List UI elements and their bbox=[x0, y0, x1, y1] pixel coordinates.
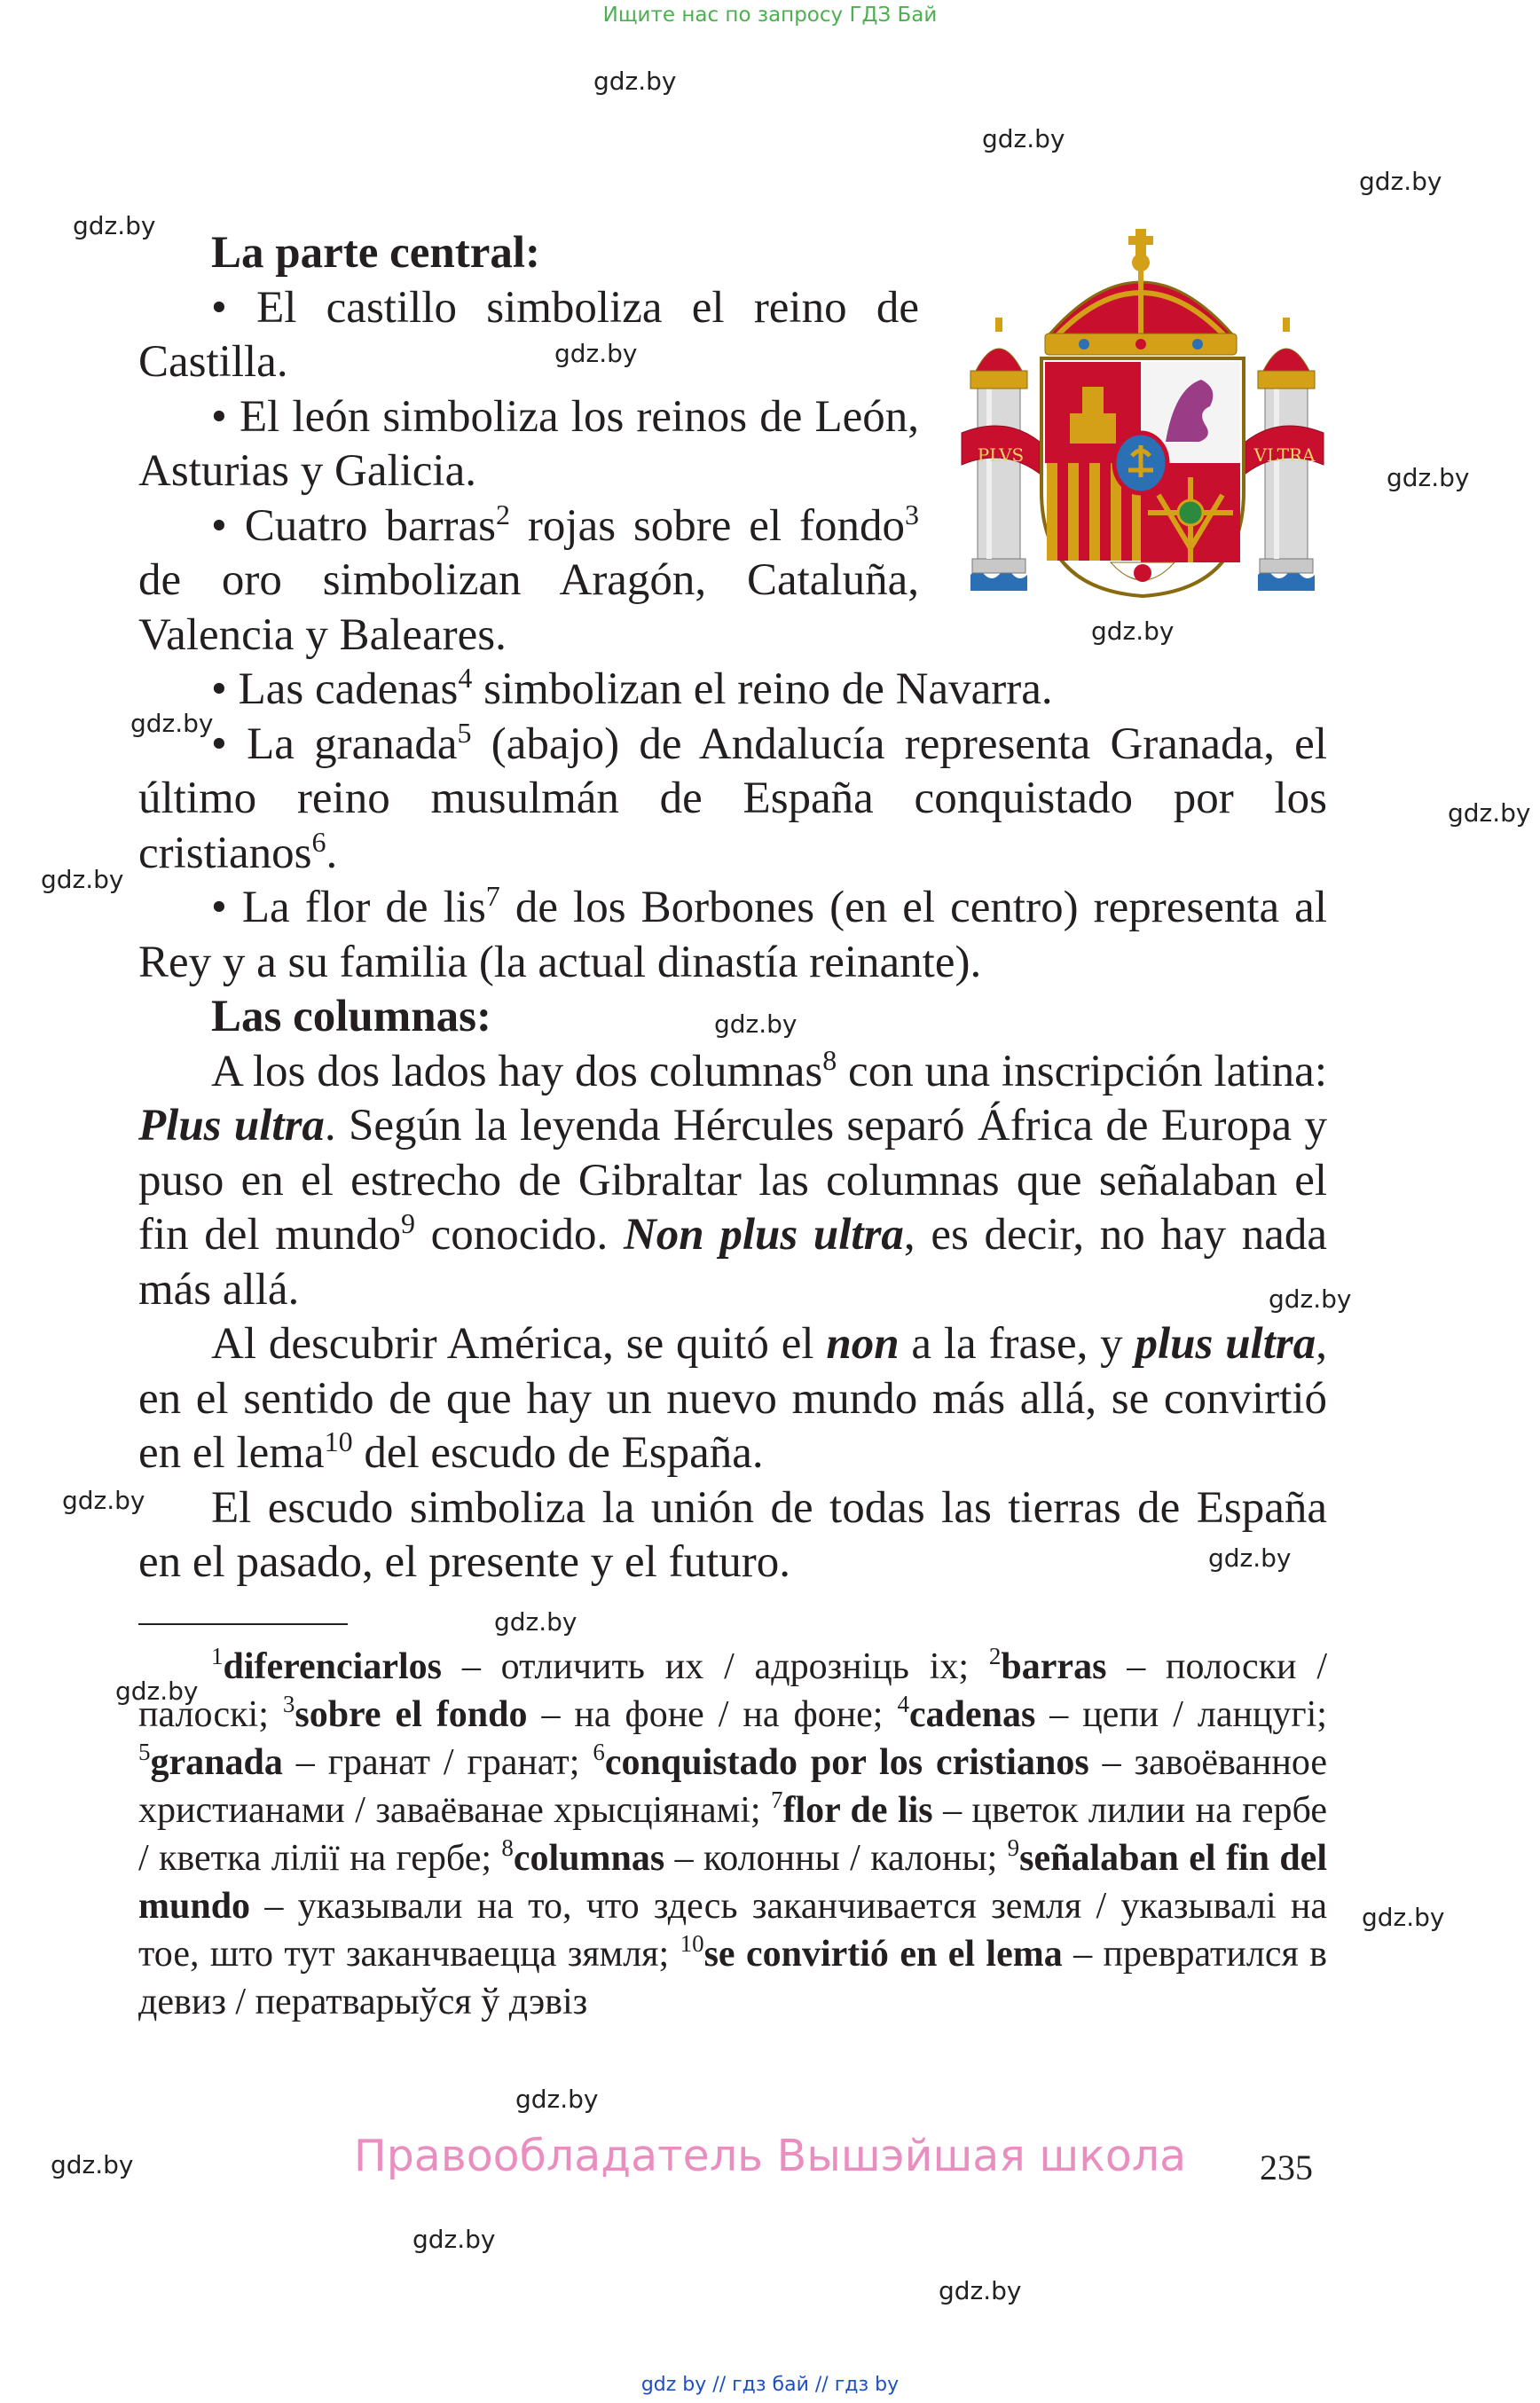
watermark: gdz.by bbox=[51, 2150, 134, 2179]
item-lion: • El león simboliza los reinos de León, Asturias y Galicia. bbox=[138, 391, 919, 496]
footnote: $^9$señalaban el fin del mundo – указывали на то, что здесь заканчивается земля / указывалі на тое, што тут заканчваецца зямля; bbox=[138, 1834, 1327, 1975]
footnote: $^7$flor de lis – цветок лилии на гербе / кветка лілії на гербе; bbox=[138, 1787, 1327, 1879]
watermark: gdz.by bbox=[593, 67, 677, 96]
copyright-notice: Правообладатель Вышэйшая школа bbox=[353, 2131, 1187, 2181]
ribbon-right-text: VLTRA bbox=[1253, 444, 1316, 466]
footnote-divider bbox=[138, 1623, 348, 1625]
watermark: gdz.by bbox=[412, 2225, 496, 2254]
footnote-paragraph bbox=[138, 1643, 1327, 2026]
footnote: $^1$diferenciarlos – отличить их / адрозніць іх; bbox=[211, 1643, 989, 1687]
watermark: gdz.by bbox=[1362, 1903, 1445, 1932]
watermark: gdz.by bbox=[115, 1677, 199, 1706]
watermark: gdz.by bbox=[939, 2276, 1022, 2305]
watermark: gdz.by bbox=[714, 1009, 798, 1039]
watermark: gdz.by bbox=[1448, 798, 1531, 828]
watermark: gdz.by bbox=[73, 211, 156, 240]
watermark: gdz.by bbox=[515, 2085, 599, 2114]
watermark: gdz.by bbox=[1208, 1543, 1292, 1573]
watermark: gdz.by bbox=[554, 339, 638, 368]
footnote: $^6$conquistado por los cristianos – завоёванное христианами / заваёванае хрысціянамі; bbox=[138, 1739, 1327, 1831]
footnote: $^4$cadenas – цепи / ланцугі; bbox=[897, 1691, 1327, 1735]
footnote: $^3$sobre el fondo – на фоне / на фоне; bbox=[282, 1691, 898, 1735]
watermark: gdz.by bbox=[62, 1486, 145, 1515]
watermark: gdz.by bbox=[494, 1607, 578, 1637]
item-chains: • Las cadenas$^4$ simbolizan el reino de Navarra. bbox=[211, 662, 1053, 714]
paragraph-union: El escudo simboliza la unión de todas las tierras de España en el pasado, el presente y el futuro. bbox=[138, 1482, 1327, 1587]
watermark: gdz.by bbox=[130, 709, 214, 738]
footnotes bbox=[138, 1643, 1327, 2026]
item-pomegranate: • La granada$^5$ (abajo) de Andalucía representa Granada, el último reino musulmán de España conquistado por los cristianos$^6$. bbox=[138, 716, 1327, 878]
footnote: $^2$barras – полоски / палоскі; bbox=[138, 1643, 1327, 1735]
footnote: $^5$granada – гранат / гранат; bbox=[138, 1739, 593, 1783]
paragraph-america: Al descubrir América, se quitó el non a la frase, y plus ultra, en el sentido de que hay un nuevo mundo más allá, se convirtió en el lema$^{10}$ del escudo de España. bbox=[138, 1319, 1327, 1478]
watermark: gdz.by bbox=[1359, 167, 1442, 196]
ribbon-left-text: PLVS bbox=[977, 444, 1025, 466]
footnote: $^{10}$se convirtió en el lema – превратился в девиз / ператварыўся ў дэвіз bbox=[138, 1930, 1328, 2022]
footer-links: gdz by // гдз бай // гдз by bbox=[640, 2374, 900, 2396]
watermark: gdz.by bbox=[982, 124, 1065, 153]
section-heading-central: La parte central: bbox=[211, 228, 541, 278]
main-text bbox=[138, 226, 1327, 1590]
item-bars: • Cuatro barras$^2$ rojas sobre el fondo$^3$ de oro simbolizan Aragón, Cataluña, Valencia y Baleares. bbox=[138, 498, 919, 660]
watermark: gdz.by bbox=[1387, 463, 1470, 492]
page-number: 235 bbox=[1260, 2148, 1313, 2187]
section-heading-columns: Las columnas: bbox=[211, 992, 491, 1041]
item-fleur-de-lis: • La flor de lis$^7$ de los Borbones (en el centro) representa al Rey y a su familia (la actual dinastía reinante). bbox=[138, 880, 1327, 987]
item-castle: • El castillo simboliza el reino de Castilla. bbox=[138, 282, 919, 387]
top-banner: Ищите нас по запросу ГДЗ Бай bbox=[602, 4, 938, 27]
watermark: gdz.by bbox=[41, 865, 124, 894]
watermark: gdz.by bbox=[1091, 616, 1175, 646]
paragraph-columns: A los dos lados hay dos columnas$^8$ con una inscripción latina: Plus ultra. Según la leyenda Hércules separó África de Europa y puso en el estrecho de Gibraltar las columnas que señalaban el fin del mundo$^9$ conocido. Non plus ultra, es decir, no hay nada más allá. bbox=[138, 1043, 1327, 1315]
watermark: gdz.by bbox=[1269, 1284, 1352, 1314]
footnote: $^8$columnas – колонны / калоны; bbox=[501, 1834, 1008, 1879]
